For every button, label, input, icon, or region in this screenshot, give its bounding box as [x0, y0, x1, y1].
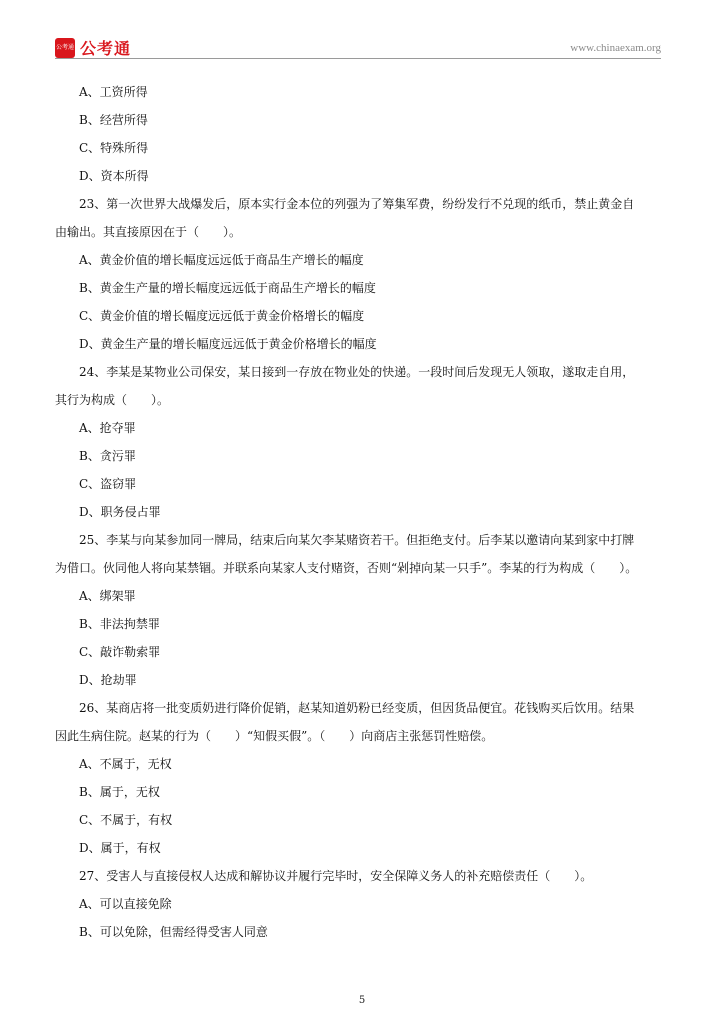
option-line: C、黄金价值的增长幅度远远低于黄金价格增长的幅度	[79, 309, 365, 323]
question-line: 27、受害人与直接侵权人达成和解协议并履行完毕时，安全保障义务人的补充赔偿责任（ ）。	[79, 869, 593, 883]
question-line: 25、李某与向某参加同一牌局，结束后向某欠李某赌资若干。但拒绝支付。后李某以邀请向某到家中打牌	[79, 533, 635, 547]
question-line: 24、李某是某物业公司保安，某日接到一存放在物业处的快递。一段时间后发现无人领取，遂取走自用，	[79, 365, 635, 379]
logo-text: 公考通	[80, 39, 132, 58]
logo	[55, 36, 131, 59]
option-line: A、不属于，无权	[79, 757, 172, 771]
question-line: 23、第一次世界大战爆发后，原本实行金本位的列强为了筹集军费，纷纷发行不兑现的纸币，禁止黄金自	[79, 197, 635, 211]
option-line: C、不属于，有权	[79, 813, 173, 827]
page-header	[55, 34, 661, 58]
option-line: C、敲诈勒索罪	[79, 645, 161, 659]
option-line: B、黄金生产量的增长幅度远远低于商品生产增长的幅度	[79, 281, 376, 295]
option-line: A、绑架罪	[79, 589, 136, 603]
option-line: D、资本所得	[79, 169, 149, 183]
logo-badge-icon: 公考通	[55, 38, 75, 58]
option-line: D、属于，有权	[79, 841, 161, 855]
question-line: 26、某商店将一批变质奶进行降价促销，赵某知道奶粉已经变质，但因货品便宜。花钱购买后饮用。结果	[79, 701, 635, 715]
option-line: D、职务侵占罪	[79, 505, 161, 519]
option-line: B、属于，无权	[79, 785, 160, 799]
option-line: C、盗窃罪	[79, 477, 137, 491]
option-line: A、抢夺罪	[79, 421, 136, 435]
question-line-continued: 为借口。伙同他人将向某禁锢。并联系向某家人支付赌资，否则“剁掉向某一只手”。李某的行为构成（ ）。	[55, 561, 638, 575]
option-line: A、可以直接免除	[79, 897, 172, 911]
question-line-continued: 因此生病住院。赵某的行为（ ）“知假买假”。（ ）向商店主张惩罚性赔偿。	[55, 729, 494, 743]
page-number: 5	[358, 995, 366, 1006]
option-line: C、特殊所得	[79, 141, 149, 155]
option-line: B、经营所得	[79, 113, 148, 127]
option-line: D、抢劫罪	[79, 673, 137, 687]
header-divider	[55, 58, 661, 59]
option-line: D、黄金生产量的增长幅度远远低于黄金价格增长的幅度	[79, 337, 377, 351]
option-line: B、非法拘禁罪	[79, 617, 160, 631]
option-line: B、可以免除，但需经得受害人同意	[79, 925, 268, 939]
question-line-continued: 由输出。其直接原因在于（ ）。	[55, 225, 242, 239]
option-line: B、贪污罪	[79, 449, 136, 463]
option-line: A、工资所得	[79, 85, 148, 99]
site-url: www.chinaexam.org	[570, 42, 661, 54]
document-body	[55, 78, 669, 946]
question-line-continued: 其行为构成（ ）。	[55, 393, 170, 407]
option-line: A、黄金价值的增长幅度远远低于商品生产增长的幅度	[79, 253, 364, 267]
